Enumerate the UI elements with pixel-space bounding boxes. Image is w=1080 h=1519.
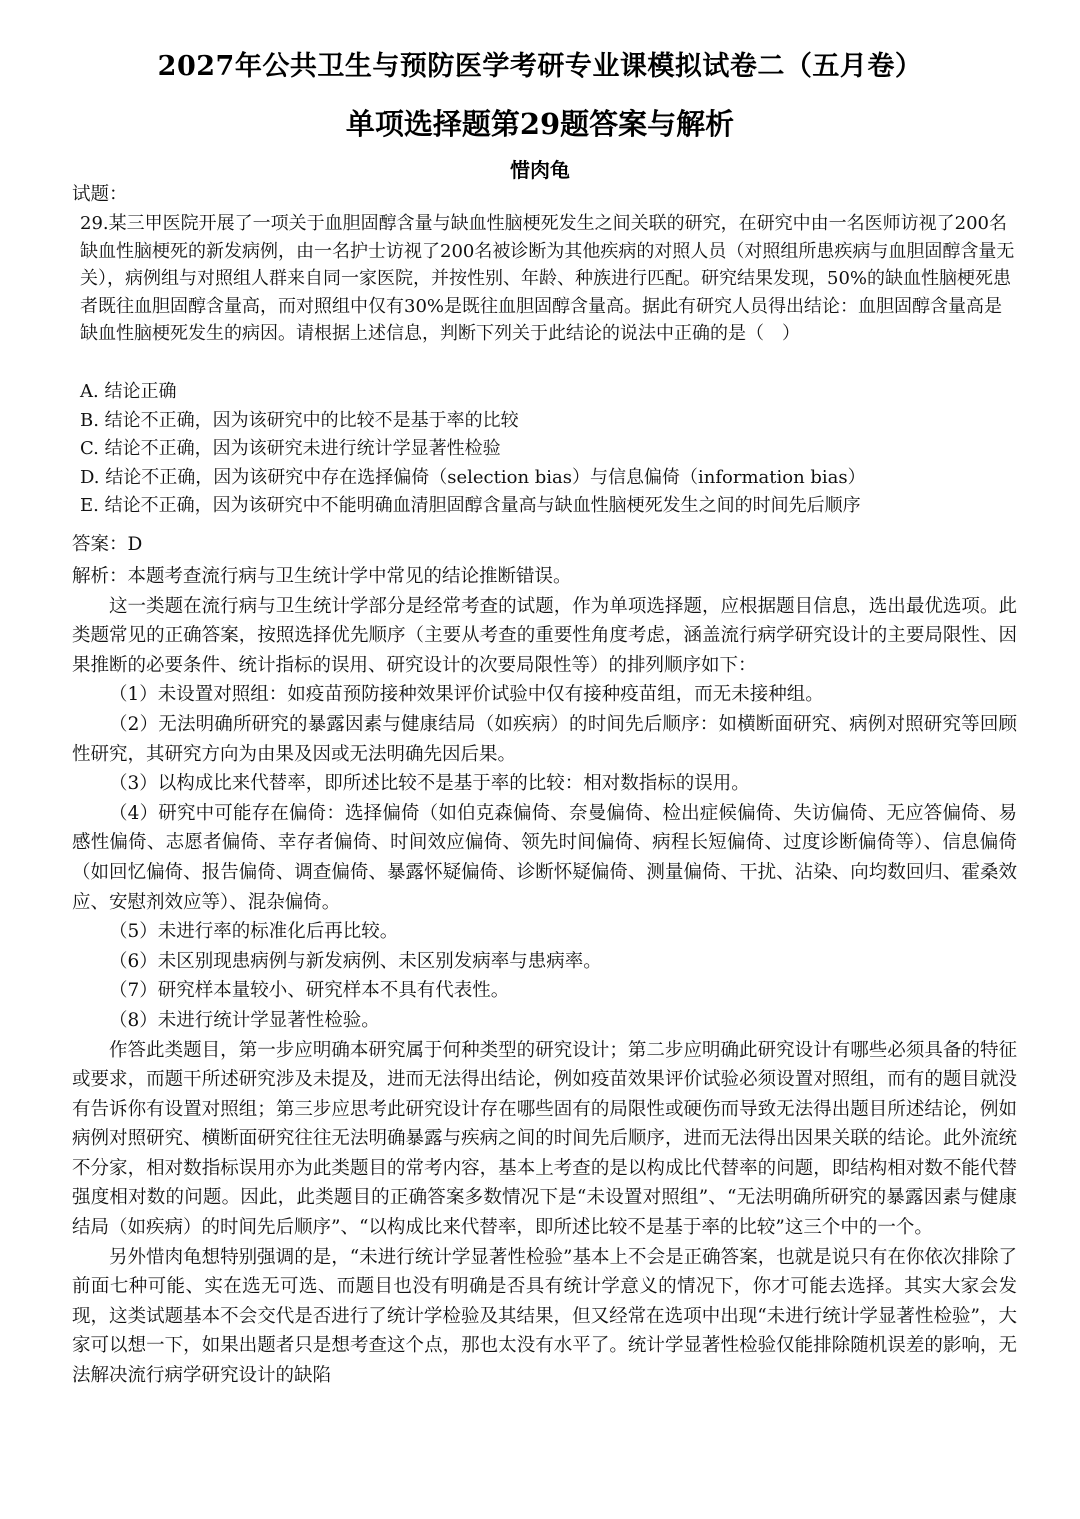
option-a: A. 结论正确 — [80, 381, 177, 402]
option-b: B. 结论不正确，因为该研究中的比较不是基于率的比较 — [80, 409, 519, 431]
analysis-item: （1）未设置对照组：如疫苗预防接种效果评价试验中仅有接种疫苗组，而无未接种组。 — [109, 684, 824, 706]
analysis-section — [72, 562, 1017, 1391]
option-d: D. 结论不正确，因为该研究中存在选择偏倚（selection bias）与信息偏倚（information bias） — [80, 466, 866, 488]
question-label: 试题： — [72, 184, 128, 205]
analysis-item: （3）以构成比来代替率，即所述比较不是基于率的比较：相对数指标的误用。 — [109, 773, 750, 795]
question-stem: 29.某三甲医院开展了一项关于血胆固醇含量与缺血性脑梗死发生之间关联的研究，在研究中由一名医师访视了200名缺血性脑梗死的新发病例，由一名护士访视了200名被诊断为其他疾病的对照人员（对照组所患疾病与血胆固醇含量无关），病例组与对照组人群来自同一家医院，并按性别、年龄、种族进行匹配。研究结果发现，50%的缺血性脑梗死患者既往血胆固醇含量高，而对照组中仅有30%是既往血胆固醇含量高。据此有研究人员得出结论：血胆固醇含量高是缺血性脑梗死发生的病因。请根据上述信息，判断下列关于此结论的说法中正确的是（ ） — [80, 213, 1015, 344]
analysis-paragraph: 另外惜肉龟想特别强调的是，“未进行统计学显著性检验”基本上不会是正确答案，也就是说只有在你依次排除了前面七种可能、实在选无可选、而题目也没有明确是否具有统计学意义的情况下，你才可能去选择。其实大家会发现，这类试题基本不会交代是否进行了统计学检验及其结果，但又经常在选项中出现“未进行统计学显著性检验”，大家可以想一下，如果出题者只是想考查这个点，那也太没有水平了。统计学显著性检验仅能排除随机误差的影响，无法解决流行病学研究设计的缺陷 — [72, 1246, 1017, 1387]
analysis-item: （5）未进行率的标准化后再比较。 — [109, 921, 399, 943]
option-e: E. 结论不正确，因为该研究中不能明确血清胆固醇含量高与缺血性脑梗死发生之间的时间先后顺序 — [80, 495, 861, 516]
option-c: C. 结论不正确，因为该研究未进行统计学显著性检验 — [80, 438, 501, 459]
analysis-item: （4）研究中可能存在偏倚：选择偏倚（如伯克森偏倚、奈曼偏倚、检出症候偏倚、失访偏倚、无应答偏倚、易感性偏倚、志愿者偏倚、幸存者偏倚、时间效应偏倚、领先时间偏倚、病程长短偏倚、过度诊断偏倚等）、信息偏倚（如回忆偏倚、报告偏倚、调查偏倚、暴露怀疑偏倚、诊断怀疑偏倚、测量偏倚、干扰、沾染、向均数回归、霍桑效应、安慰剂效应等）、混杂偏倚。 — [72, 802, 1017, 913]
answer-line: 答案：D — [72, 534, 143, 555]
question-stem-block — [80, 210, 1015, 348]
analysis-item: （8）未进行统计学显著性检验。 — [109, 1009, 380, 1031]
analysis-item: （2）无法明确所研究的暴露因素与健康结局（如疾病）的时间先后顺序：如横断面研究、病例对照研究等回顾性研究，其研究方向为由果及因或无法明确先因后果。 — [72, 713, 1017, 765]
analysis-paragraph: 作答此类题目，第一步应明确本研究属于何种类型的研究设计；第二步应明确此研究设计有哪些必须具备的特征或要求，而题干所述研究涉及未提及，进而无法得出结论，例如疫苗效果评价试验必须设置对照组，而有的题目就没有告诉你有设置对照组；第三步应思考此研究设计存在哪些固有的局限性或硬伤而导致无法得出题目所述结论，例如病例对照研究、横断面研究往往无法明确暴露与疾病之间的时间先后顺序，进而无法得出因果关联的结论。此外流统不分家，相对数指标误用亦为此类题目的常考内容，基本上考查的是以构成比代替率的问题，即结构相对数不能代替强度相对数的问题。因此，此类题目的正确答案多数情况下是“未设置对照组”、“无法明确所研究的暴露因素与健康结局（如疾病）的时间先后顺序”、“以构成比来代替率，即所述比较不是基于率的比较”这三个中的一个。 — [72, 1039, 1017, 1239]
analysis-intro: 解析：本题考查流行病与卫生统计学中常见的结论推断错误。 — [72, 566, 572, 587]
analysis-item: （6）未区别现患病例与新发病例、未区别发病率与患病率。 — [109, 950, 602, 972]
options-list — [80, 378, 1015, 521]
analysis-item: （7）研究样本量较小、研究样本不具有代表性。 — [109, 980, 510, 1002]
document-title: 2027年公共卫生与预防医学考研专业课模拟试卷二（五月卷） — [157, 51, 923, 82]
document-subtitle: 单项选择题第29题答案与解析 — [345, 107, 735, 141]
analysis-paragraph: 这一类题在流行病与卫生统计学部分是经常考查的试题，作为单项选择题，应根据题目信息，选出最优选项。此类题常见的正确答案，按照选择优先顺序（主要从考查的重要性角度考虑，涵盖流行病学研究设计的主要局限性、因果推断的必要条件、统计指标的误用、研究设计的次要局限性等）的排列顺序如下： — [72, 595, 1017, 676]
author-name: 惜肉龟 — [510, 158, 570, 182]
